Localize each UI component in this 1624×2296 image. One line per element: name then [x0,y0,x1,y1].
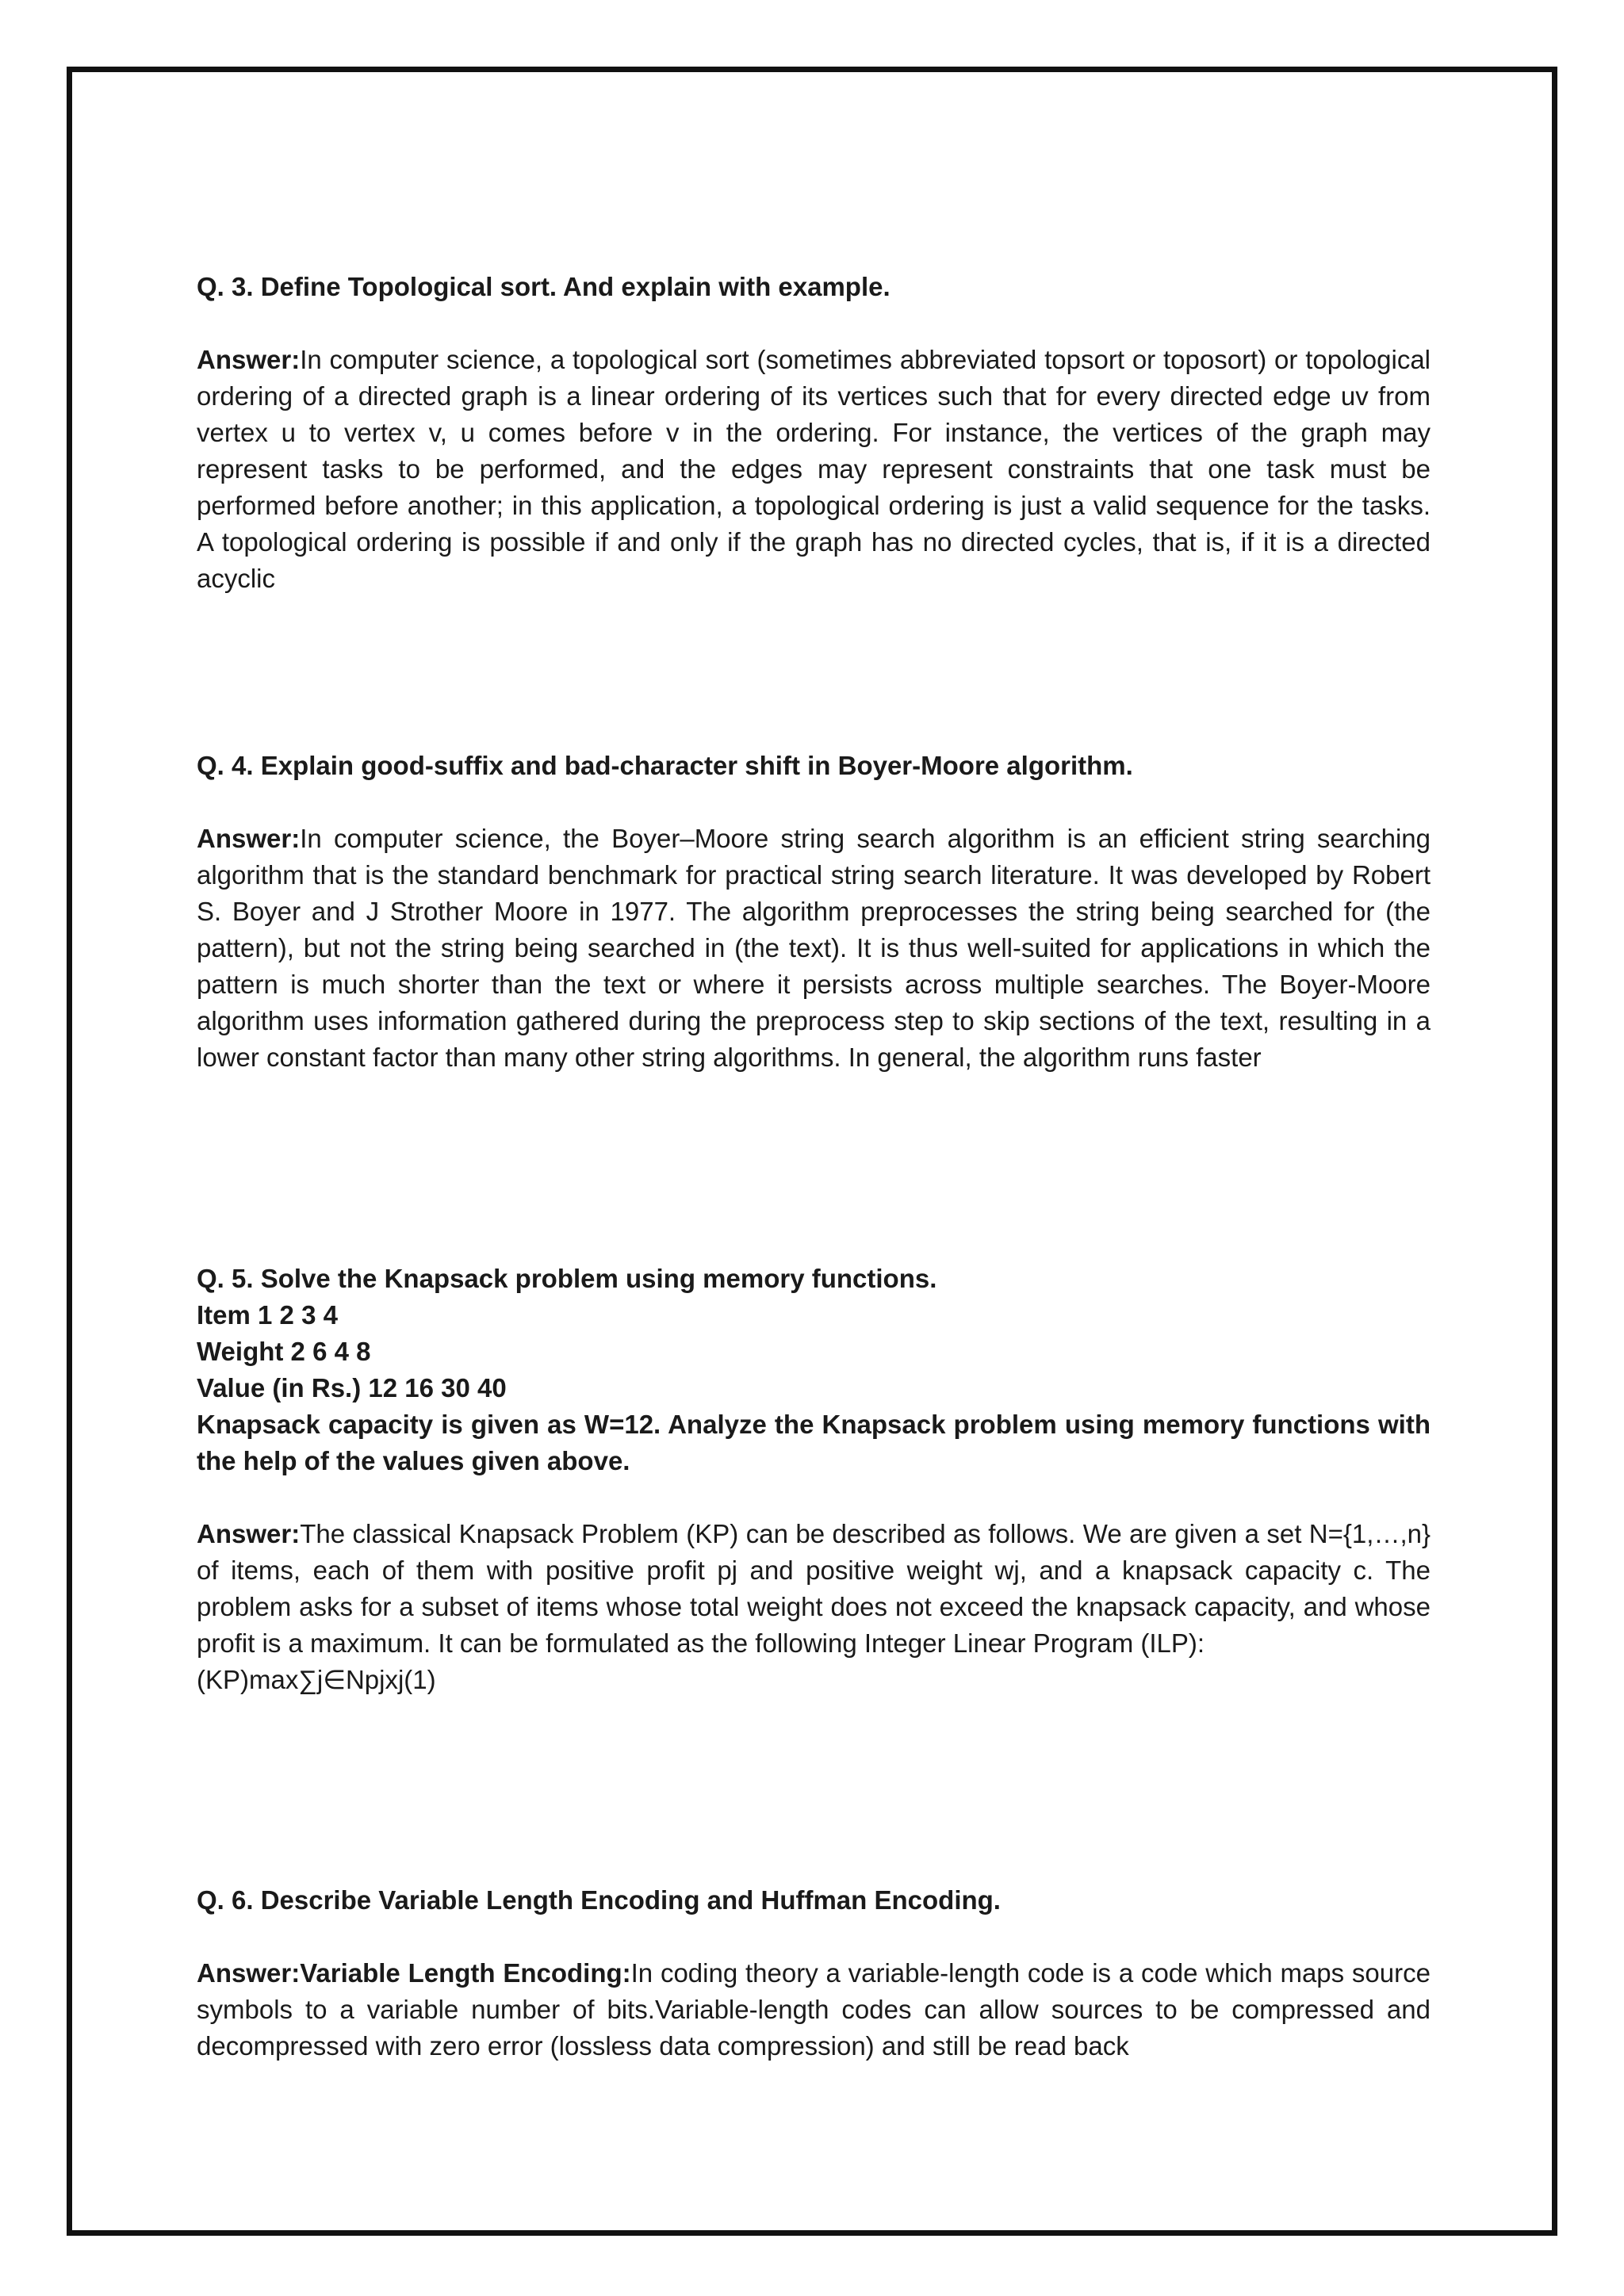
question-5-answer [197,1516,1431,1662]
question-4-title: Q. 4. Explain good-suffix and bad-character shift in Boyer-Moore algorithm. [197,751,1133,780]
question-6-title: Q. 6. Describe Variable Length Encoding and Huffman Encoding. [197,1885,1001,1915]
question-3-answer-text: In computer science, a topological sort (sometimes abbreviated topsort or toposort) or topological ordering of a directed graph is a linear ordering of its vertices such that for every directed edge uv from vertex u to vertex v, u comes before v in the ordering. For instance, the vertices of the graph may represent tasks to be performed, and the edges may represent constraints that one task must be performed before another; in this application, a topological ordering is just a valid sequence for the tasks. A topological ordering is possible if and only if the graph has no directed cycles, that is, if it is a directed acyclic [197,345,1431,593]
capacity-line: Knapsack capacity is given as W=12. Analyze the Knapsack problem using memory functions with the help of the values given above. [197,1410,1431,1475]
knapsack-formula: (KP)max∑j∈Npjxj(1) [197,1665,436,1694]
question-3-answer [197,342,1431,597]
question-3-block [197,269,1431,597]
question-6-answer [197,1955,1431,2064]
question-4-answer-text: In computer science, the Boyer–Moore string search algorithm is an efficient string searching algorithm that is the standard benchmark for practical string search literature. It was developed by Robert S. Boyer and J Strother Moore in 1977. The algorithm preprocesses the string being searched for (the pattern), but not the string being searched in (the text). It is thus well-suited for applications in which the pattern is much shorter than the text or where it persists across multiple searches. The Boyer-Moore algorithm uses information gathered during the preprocess step to skip sections of the text, resulting in a lower constant factor than many other string algorithms. In general, the algorithm runs faster [197,824,1431,1072]
answer-label: Answer: [197,1519,301,1548]
answer-label: Answer: [197,345,301,374]
question-4-block [197,748,1431,1076]
question-6-answer-text: In coding theory a variable-length code is a code which maps source symbols to a variable number of bits.Variable-length codes can allow sources to be compressed and decompressed with zero error (lossless data compression) and still be read back [197,1958,1431,2061]
question-6-block [197,1882,1431,2064]
question-5-title: Q. 5. Solve the Knapsack problem using memory functions. [197,1264,937,1293]
item-line: Item 1 2 3 4 [197,1300,338,1330]
weight-line: Weight 2 6 4 8 [197,1337,371,1366]
question-3-title: Q. 3. Define Topological sort. And explain with example. [197,272,891,301]
question-5-block [197,1261,1431,1698]
variable-length-label: Variable Length Encoding: [300,1958,631,1988]
answer-label: Answer: [197,1958,301,1988]
question-5-answer-text: The classical Knapsack Problem (KP) can be described as follows. We are given a set N={1,…,n} of items, each of them with positive profit pj and positive weight wj, and a knapsack capacity c. The problem asks for a subset of items whose total weight does not exceed the knapsack capacity, and whose profit is a maximum. It can be formulated as the following Integer Linear Program (ILP): [197,1519,1431,1658]
question-4-answer [197,821,1431,1076]
answer-label: Answer: [197,824,301,853]
value-line: Value (in Rs.) 12 16 30 40 [197,1373,507,1402]
